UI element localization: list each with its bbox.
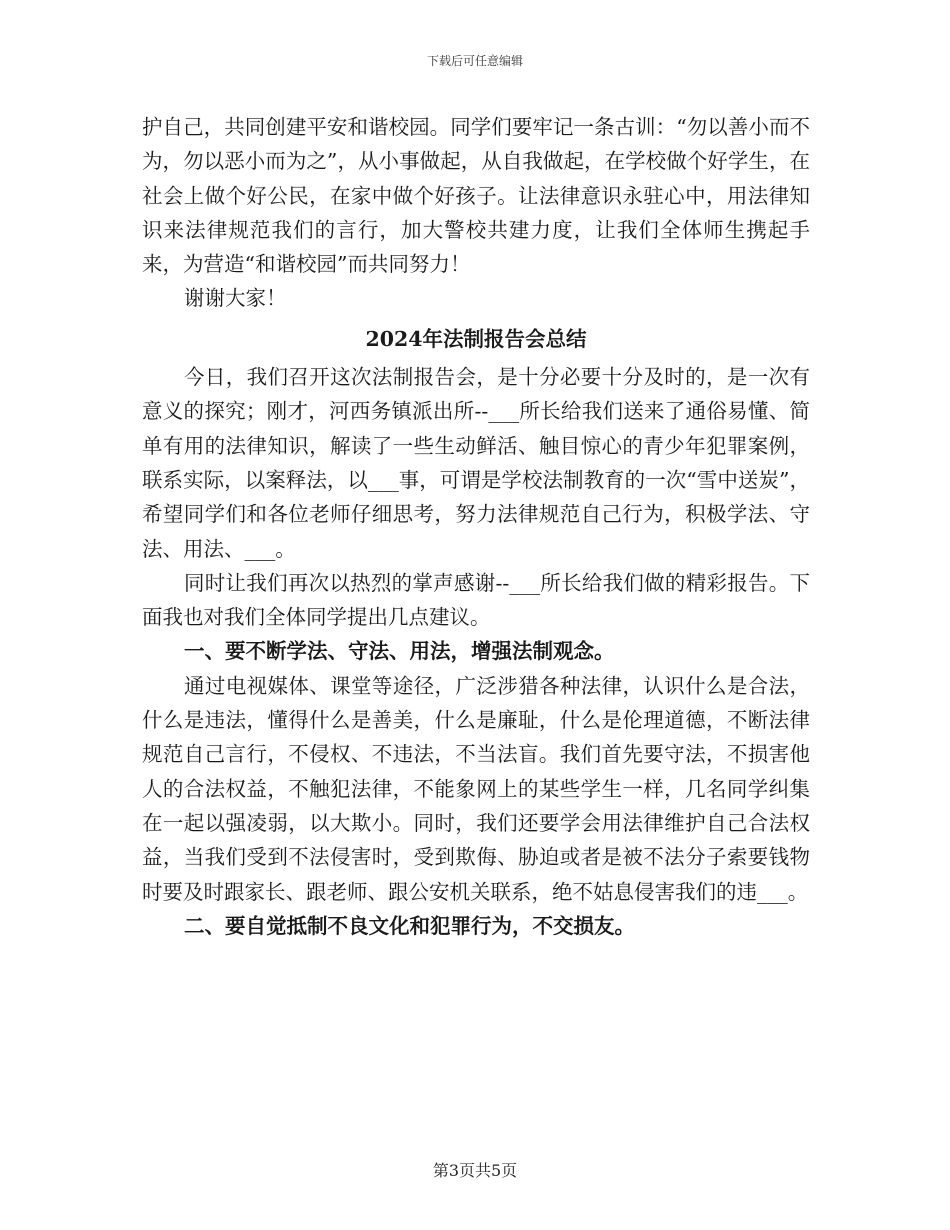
section-heading-1: 一、要不断学法、守法、用法，增强法制观念。 bbox=[184, 639, 615, 664]
paragraph-thanks: 谢谢大家！ bbox=[184, 286, 287, 311]
page-number: 第3页共5页 bbox=[432, 1161, 518, 1180]
document-body bbox=[142, 110, 810, 943]
document-title: 2024年法制报告会总结 bbox=[365, 326, 587, 351]
paragraph-section-1: 通过电视媒体、课堂等途径，广泛涉猎各种法律，认识什么是合法，什么是违法，懂得什么是善美，什么是廉耻，什么是伦理道德，不断法律规范自己言行，不侵权、不违法，不当法盲。我们首先要守法，不损害他人的合法权益，不触犯法律，不能象网上的某些学生一样，几名同学纠集在一起以强凌弱，以大欺小。同时，我们还要学会用法律维护自己合法权益，当我们受到不法侵害时，受到欺侮、胁迫或者是被不法分子索要钱物时要及时跟家长、跟老师、跟公安机关联系，绝不姑息侵害我们的违___。 bbox=[142, 673, 810, 904]
section-heading-2: 二、要自觉抵制不良文化和犯罪行为，不交损友。 bbox=[184, 913, 636, 938]
page-header-note: 下载后可任意编辑 bbox=[426, 54, 523, 68]
paragraph-intro: 今日，我们召开这次法制报告会，是十分必要十分及时的，是一次有意义的探究；刚才，河西务镇派出所--___所长给我们送来了通俗易懂、简单有用的法律知识，解读了一些生动鲜活、触目惊心的青少年犯罪案例，联系实际，以案释法，以___事，可谓是学校法制教育的一次“雪中送炭”，希望同学们和各位老师仔细思考，努力法律规范自己行为，积极学法、守法、用法、___。 bbox=[142, 365, 810, 561]
paragraph-thanks-speaker: 同时让我们再次以热烈的掌声感谢--___所长给我们做的精彩报告。下面我也对我们全体同学提出几点建议。 bbox=[142, 570, 810, 630]
paragraph-continuation: 护自己，共同创建平安和谐校园。同学们要牢记一条古训：“勿以善小而不为，勿以恶小而为之”，从小事做起，从自我做起，在学校做个好学生，在社会上做个好公民，在家中做个好孩子。让法律意识永驻心中，用法律知识来法律规范我们的言行，加大警校共建力度，让我们全体师生携起手来，为营造“和谐校园”而共同努力！ bbox=[142, 115, 810, 277]
